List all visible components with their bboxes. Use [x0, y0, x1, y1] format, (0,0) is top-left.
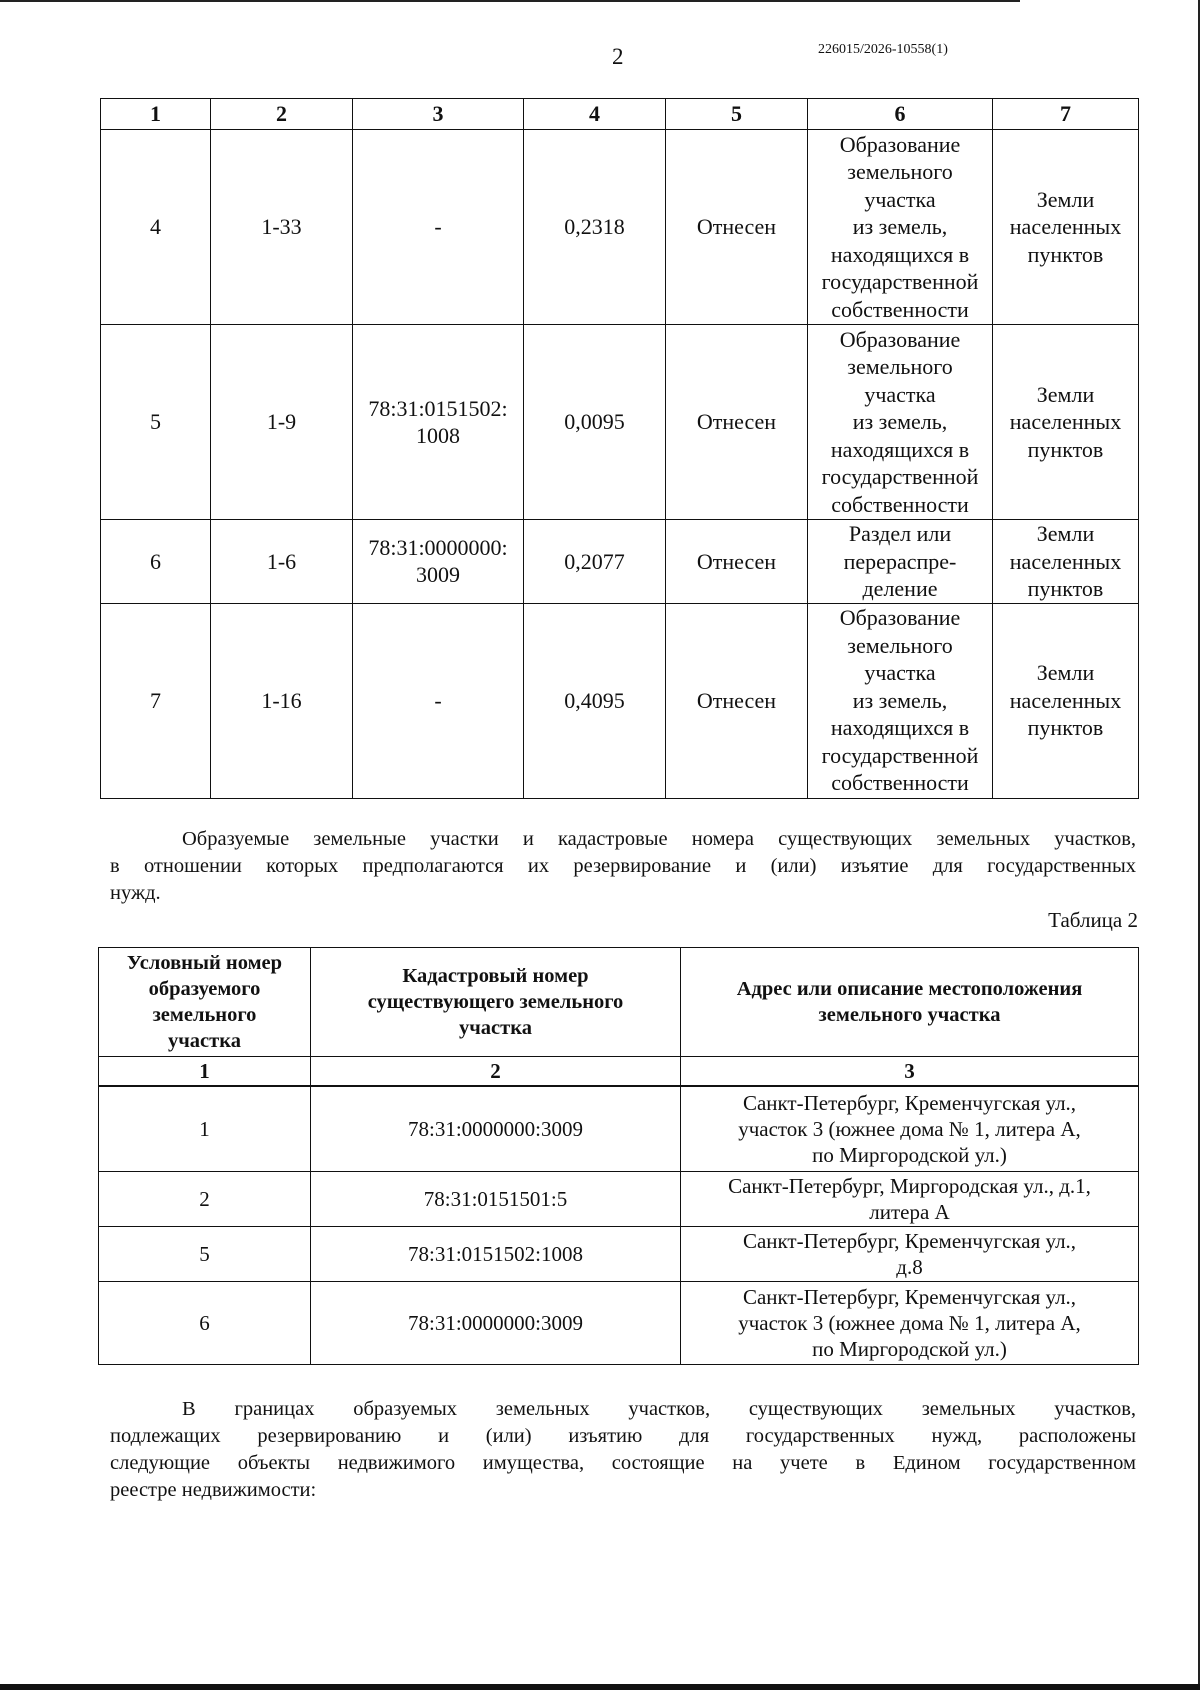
- text-line: собственности: [831, 770, 969, 796]
- text-line: земельного: [152, 1004, 257, 1026]
- text-line: 3009: [416, 562, 460, 588]
- text-line: государственной: [821, 269, 979, 295]
- text-line: из земель,: [852, 687, 948, 713]
- text-line: д.8: [896, 1255, 923, 1279]
- cell-formation-method: [808, 520, 993, 604]
- text-line: существующего земельного: [367, 991, 624, 1013]
- cell-conditional-number: 6: [99, 1282, 311, 1365]
- cell-cadastral: 78:31:0000000:3009: [311, 1086, 681, 1172]
- text-line: государственной: [821, 464, 979, 490]
- cell-address: [681, 1227, 1139, 1282]
- table2-caption: Таблица 2: [1048, 908, 1138, 932]
- text-line: участок 3 (южнее дома № 1, литера А,: [738, 1117, 1081, 1141]
- table-row: [101, 130, 1139, 325]
- cell-cadastral: -: [353, 130, 524, 325]
- text-line: пунктов: [1027, 241, 1104, 267]
- text-line: участка: [864, 186, 936, 212]
- text-line: участка: [864, 660, 936, 686]
- text-line: нужд.: [110, 882, 161, 904]
- cell-address: [681, 1086, 1139, 1172]
- table-row: [101, 325, 1139, 520]
- text-line: участка: [168, 1030, 241, 1052]
- table2-header-row: [99, 948, 1139, 1057]
- text-line: Образование: [839, 326, 961, 352]
- text-line: образуемого: [148, 978, 261, 1000]
- text-line: Адрес или описание местоположения: [736, 978, 1083, 1000]
- table-row: [99, 1172, 1139, 1227]
- table2-column-numbers-row: [99, 1057, 1139, 1087]
- text-line: реестре недвижимости:: [110, 1479, 317, 1501]
- text-line: находящихся в: [830, 436, 970, 462]
- table2-col-header: [311, 948, 681, 1057]
- table1-header-row: [101, 99, 1139, 130]
- table2-col-number: 1: [99, 1057, 311, 1087]
- text-line: из земель,: [852, 214, 948, 240]
- text-line: участка: [864, 381, 936, 407]
- table1-col-header: 2: [211, 99, 353, 130]
- land-plots-table: [100, 98, 1139, 799]
- table-row: [99, 1282, 1139, 1365]
- text-line: собственности: [831, 491, 969, 517]
- paragraph-reservation-intro: [110, 826, 1136, 907]
- text-line: находящихся в: [830, 241, 970, 267]
- text-line: Земли: [1036, 521, 1095, 546]
- text-line: В границах образуемых земельных участков, существующих земельных участков,: [182, 1398, 1136, 1420]
- cell-number: 5: [101, 325, 211, 520]
- cell-land-category: [993, 603, 1139, 798]
- text-line: Земли: [1036, 186, 1095, 212]
- cell-address: [681, 1282, 1139, 1365]
- text-line: по Миргородской ул.): [812, 1143, 1007, 1167]
- scan-edge-top: [0, 0, 1020, 2]
- text-line: 1008: [416, 423, 460, 448]
- table1-col-header: 6: [808, 99, 993, 130]
- table-row: [99, 1227, 1139, 1282]
- cell-land-category: [993, 520, 1139, 604]
- text-line: населенных: [1009, 687, 1122, 713]
- text-line: пунктов: [1027, 715, 1104, 741]
- text-line: подлежащих резервированию и (или) изъятию для государственных нужд, расположены: [110, 1425, 1136, 1447]
- scan-edge-bottom: [0, 1684, 1200, 1690]
- text-line: Образование: [839, 605, 961, 631]
- text-line: 78:31:0151502:: [368, 395, 508, 421]
- table-row: [101, 520, 1139, 604]
- text-line: земельного участка: [818, 1004, 1001, 1026]
- table2-col-number: 2: [311, 1057, 681, 1087]
- text-line: Санкт-Петербург, Кременчугская ул.,: [742, 1285, 1077, 1309]
- paragraph-real-estate-objects: [110, 1396, 1136, 1504]
- cell-area: 0,2318: [524, 130, 666, 325]
- cell-number: 7: [101, 603, 211, 798]
- text-line: Земли: [1036, 660, 1095, 686]
- text-line: из земель,: [852, 409, 948, 435]
- text-line: пунктов: [1027, 436, 1104, 462]
- text-line: Земли: [1036, 381, 1095, 407]
- cell-cadastral: -: [353, 603, 524, 798]
- table1-col-header: 4: [524, 99, 666, 130]
- text-line: перераспре-: [843, 548, 957, 574]
- text-line: Санкт-Петербург, Кременчугская ул.,: [742, 1091, 1077, 1115]
- cell-conditional-number: 1: [99, 1086, 311, 1172]
- table-row: [99, 1086, 1139, 1172]
- table2-col-number: 3: [681, 1057, 1139, 1087]
- cell-status: Отнесен: [666, 520, 808, 604]
- cell-cadastral: 78:31:0151502:1008: [311, 1227, 681, 1282]
- cell-address: [681, 1172, 1139, 1227]
- text-line: Раздел или: [848, 521, 952, 546]
- text-line: Санкт-Петербург, Кременчугская ул.,: [742, 1229, 1077, 1253]
- text-line: следующие объекты недвижимого имущества, состоящие на учете в Едином государственном: [110, 1452, 1136, 1474]
- text-line: по Миргородской ул.): [812, 1337, 1007, 1361]
- text-line: Образование: [839, 131, 961, 157]
- cell-conditional-number: 5: [99, 1227, 311, 1282]
- cell-land-category: [993, 130, 1139, 325]
- cell-number: 6: [101, 520, 211, 604]
- text-line: земельного: [847, 354, 953, 380]
- cell-status: Отнесен: [666, 130, 808, 325]
- table2-col-header: [99, 948, 311, 1057]
- text-line: Образуемые земельные участки и кадастровые номера существующих земельных участков,: [182, 828, 1136, 850]
- text-line: земельного: [847, 159, 953, 185]
- cell-plot-id: 1-33: [211, 130, 353, 325]
- text-line: населенных: [1009, 409, 1122, 435]
- cell-cadastral: 78:31:0000000:3009: [311, 1282, 681, 1365]
- cell-cadastral: [353, 325, 524, 520]
- text-line: 78:31:0000000:: [368, 534, 508, 560]
- text-line: населенных: [1009, 214, 1122, 240]
- text-line: литера А: [869, 1200, 950, 1224]
- cell-status: Отнесен: [666, 603, 808, 798]
- text-line: Санкт-Петербург, Миргородская ул., д.1,: [728, 1174, 1091, 1198]
- text-line: государственной: [821, 742, 979, 768]
- text-line: участка: [459, 1017, 532, 1039]
- text-line: деление: [862, 576, 938, 601]
- text-line: земельного: [847, 632, 953, 658]
- page-number: 2: [612, 44, 624, 69]
- cell-area: 0,2077: [524, 520, 666, 604]
- text-line: Кадастровый номер: [402, 965, 589, 987]
- cell-plot-id: 1-9: [211, 325, 353, 520]
- table2-col-header: [681, 948, 1139, 1057]
- cell-plot-id: 1-6: [211, 520, 353, 604]
- text-line: находящихся в: [830, 715, 970, 741]
- cell-plot-id: 1-16: [211, 603, 353, 798]
- cell-formation-method: [808, 130, 993, 325]
- cell-cadastral: [353, 520, 524, 604]
- cell-conditional-number: 2: [99, 1172, 311, 1227]
- text-line: Условный номер: [126, 952, 283, 974]
- text-line: участок 3 (южнее дома № 1, литера А,: [738, 1311, 1081, 1335]
- cell-area: 0,0095: [524, 325, 666, 520]
- reserved-plots-table: [98, 947, 1139, 1365]
- text-line: пунктов: [1027, 576, 1104, 601]
- document-id: 226015/2026-10558(1): [818, 42, 948, 57]
- table1-col-header: 1: [101, 99, 211, 130]
- cell-formation-method: [808, 325, 993, 520]
- text-line: в отношении которых предполагаются их резервирование и (или) изъятие для государственных: [110, 855, 1136, 877]
- cell-number: 4: [101, 130, 211, 325]
- cell-land-category: [993, 325, 1139, 520]
- cell-area: 0,4095: [524, 603, 666, 798]
- table1-col-header: 3: [353, 99, 524, 130]
- text-line: собственности: [831, 296, 969, 322]
- text-line: населенных: [1009, 548, 1122, 574]
- cell-formation-method: [808, 603, 993, 798]
- cell-status: Отнесен: [666, 325, 808, 520]
- cell-cadastral: 78:31:0151501:5: [311, 1172, 681, 1227]
- table-row: [101, 603, 1139, 798]
- table1-col-header: 7: [993, 99, 1139, 130]
- table1-col-header: 5: [666, 99, 808, 130]
